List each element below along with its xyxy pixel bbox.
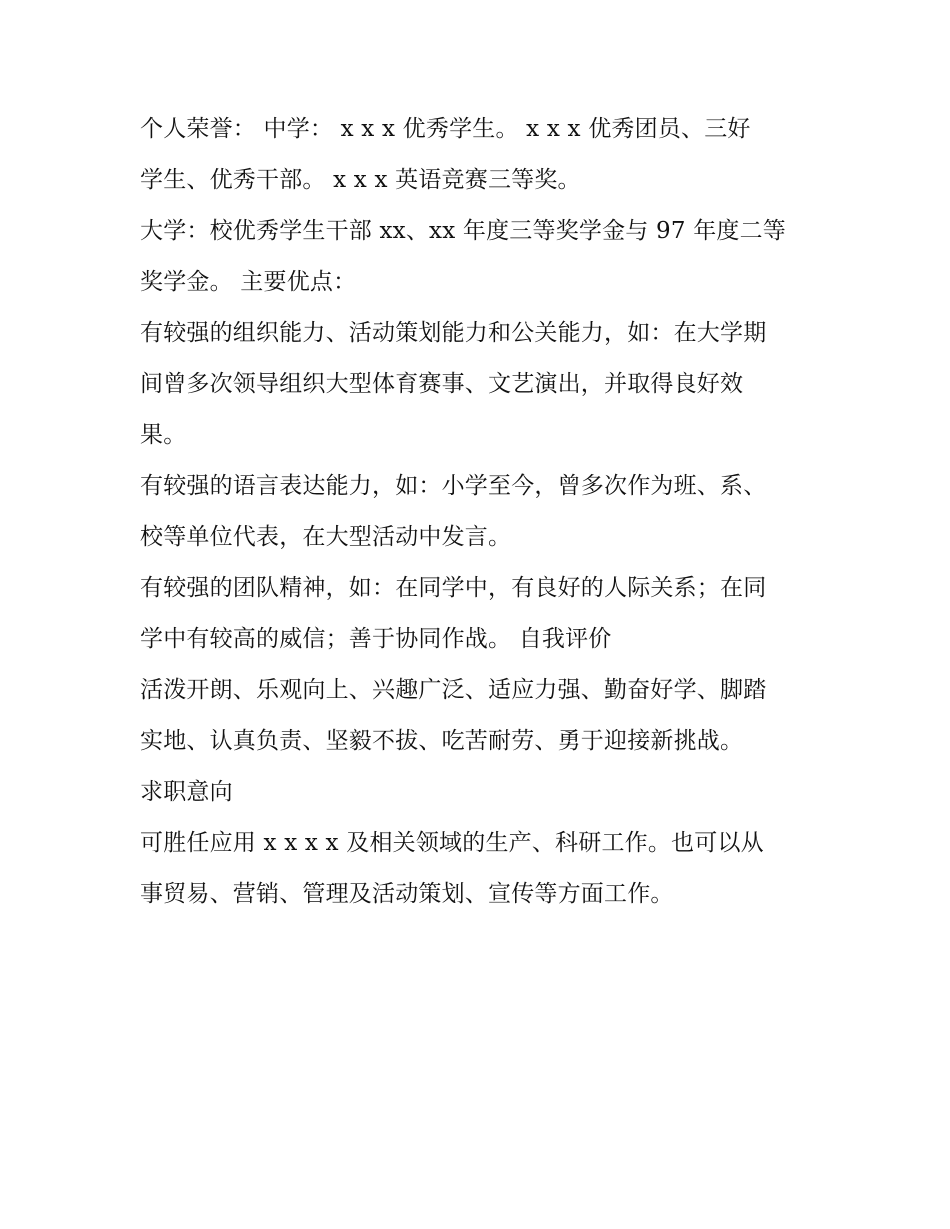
strength-expression-line-1: 有较强的语言表达能力，如：小学至今，曾多次作为班、系、 (140, 473, 767, 499)
honors-line-1: 个人荣誉： 中学： x x x 优秀学生。 x x x 优秀团员、三好 (140, 116, 751, 142)
self-evaluation-line-2: 实地、认真负责、坚毅不拔、吃苦耐劳、勇于迎接新挑战。 (140, 728, 744, 754)
strength-organization-line-1: 有较强的组织能力、活动策划能力和公关能力，如：在大学期 (140, 320, 767, 346)
strength-organization-line-2: 间曾多次领导组织大型体育赛事、文艺演出，并取得良好效 (140, 371, 744, 397)
job-intention-line-2: 事贸易、营销、管理及活动策划、宣传等方面工作。 (140, 881, 674, 907)
strength-organization-line-3: 果。 (140, 422, 187, 448)
job-intention-heading: 求职意向 (140, 779, 233, 805)
honors-line-2: 学生、优秀干部。 x x x 英语竞赛三等奖。 (140, 167, 581, 193)
self-evaluation-line-1: 活泼开朗、乐观向上、兴趣广泛、适应力强、勤奋好学、脚踏 (140, 677, 767, 703)
strength-teamwork-line-1: 有较强的团队精神，如：在同学中，有良好的人际关系；在同 (140, 575, 767, 601)
university-honors-line-2: 奖学金。 主要优点： (140, 269, 357, 295)
strength-expression-line-2: 校等单位代表，在大型活动中发言。 (140, 524, 512, 550)
document-body (140, 104, 830, 920)
university-honors-line-1: 大学：校优秀学生干部 xx、xx 年度三等奖学金与 97 年度二等 (140, 218, 786, 244)
job-intention-line-1: 可胜任应用 x x x x 及相关领域的生产、科研工作。也可以从 (140, 830, 764, 856)
strength-teamwork-line-2: 学中有较高的威信；善于协同作战。 自我评价 (140, 626, 612, 652)
